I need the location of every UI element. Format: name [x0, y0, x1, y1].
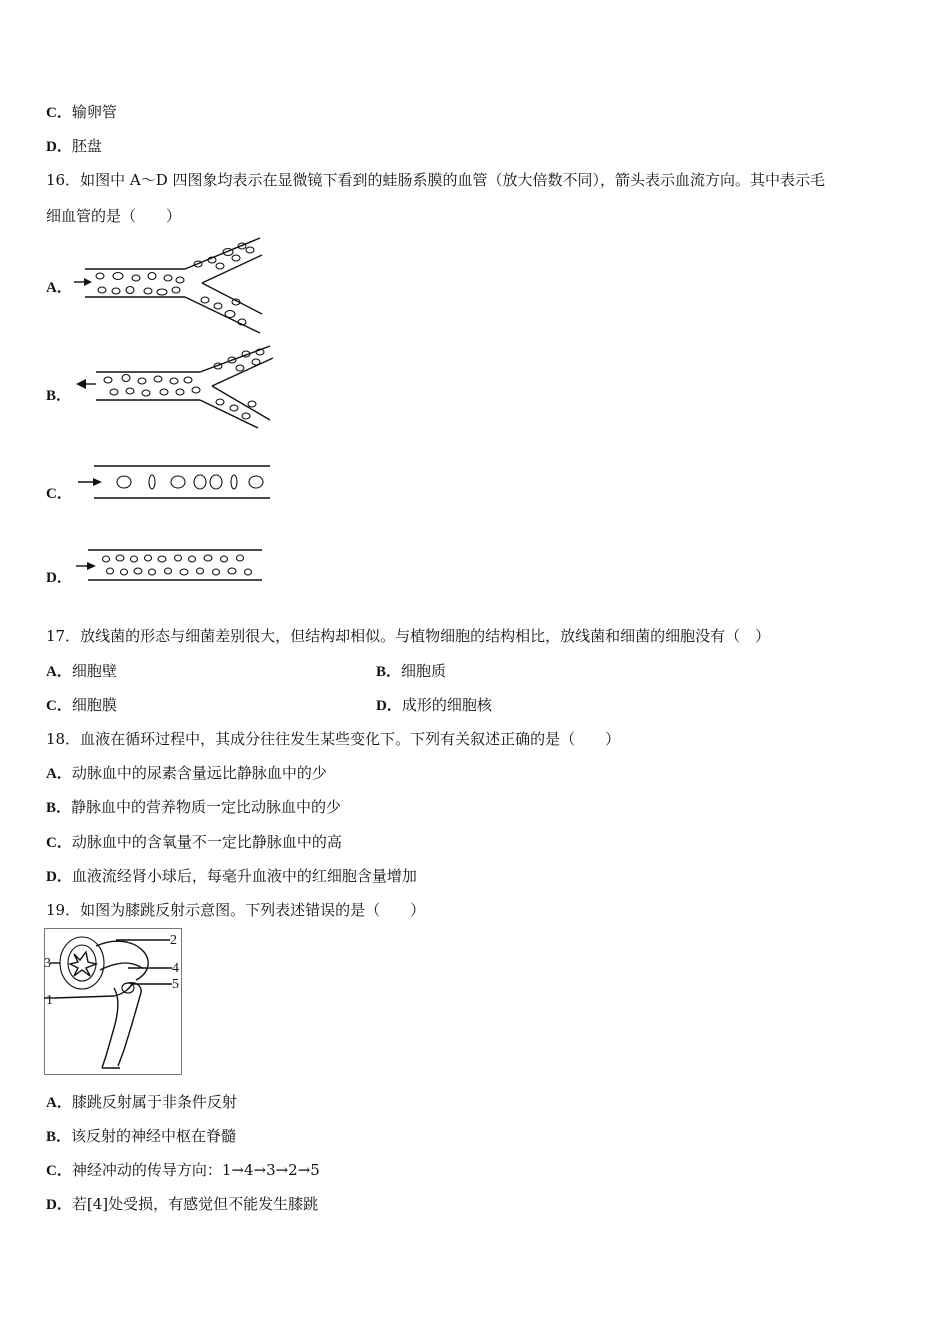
option-text: 血液流经肾小球后，每毫升血液中的红细胞含量增加: [71, 867, 417, 885]
option-label: A．: [46, 766, 72, 782]
q16-option-a-label[interactable]: A．: [46, 280, 72, 296]
q19-option-b[interactable]: [46, 1126, 236, 1147]
q16-stem-line2: 细血管的是（ ）: [46, 207, 182, 225]
option-text: 该反射的神经中枢在脊髓: [71, 1127, 237, 1145]
option-label: B．: [46, 1129, 72, 1145]
option-text: 细胞质: [401, 662, 447, 680]
q17-option-a[interactable]: [46, 661, 117, 682]
q17-stem: 17．放线菌的形态与细菌差别很大，但结构却相似。与植物细胞的结构相比，放线菌和细菌的细胞没有（ ）: [46, 627, 771, 645]
q17-option-b[interactable]: [376, 661, 446, 682]
q16-stem-line1: 16．如图中 A～D 四图象均表示在显微镜下看到的蛙肠系膜的血管（放大倍数不同），箭头表示血流方向。其中表示毛: [46, 171, 825, 189]
option-text: 动脉血中的含氧量不一定比静脉血中的高: [71, 833, 342, 851]
option-label: D．: [46, 1197, 72, 1213]
q16-option-d-label[interactable]: D．: [46, 570, 72, 586]
option-text: 静脉血中的营养物质一定比动脉血中的少: [71, 798, 342, 816]
option-label: B．: [376, 664, 402, 680]
label-1: 1: [46, 993, 53, 1008]
q18-option-a[interactable]: [46, 763, 327, 784]
q19-option-c[interactable]: [46, 1160, 320, 1181]
vessel-figure-d: [70, 546, 270, 586]
q19-stem: 19．如图为膝跳反射示意图。下列表述错误的是（ ）: [46, 901, 426, 919]
option-text: 成形的细胞核: [401, 696, 492, 714]
option-text: 胚盘: [71, 137, 102, 155]
option-label: C．: [46, 105, 72, 121]
label-3: 3: [44, 956, 51, 971]
option-text: 膝跳反射属于非条件反射: [71, 1093, 237, 1111]
knee-jerk-reflex-diagram: [44, 928, 184, 1076]
q15-option-c[interactable]: [46, 102, 117, 123]
option-label: B．: [46, 800, 72, 816]
option-label: A．: [46, 1095, 72, 1111]
q18-option-b[interactable]: [46, 797, 341, 818]
q18-option-d[interactable]: [46, 866, 417, 887]
option-text: 细胞壁: [71, 662, 117, 680]
option-label: C．: [46, 698, 72, 714]
option-label: C．: [46, 835, 72, 851]
option-label: D．: [46, 139, 72, 155]
q17-option-c[interactable]: [46, 695, 117, 716]
option-text: 神经冲动的传导方向：1→4→3→2→5: [71, 1161, 320, 1179]
q19-option-d[interactable]: [46, 1194, 318, 1215]
vessel-figure-c: [70, 460, 280, 504]
vessel-figure-a: [70, 236, 270, 336]
option-text: 动脉血中的尿素含量远比静脉血中的少: [71, 764, 327, 782]
option-text: 输卵管: [71, 103, 117, 121]
option-label: A．: [46, 664, 72, 680]
option-label: D．: [376, 698, 402, 714]
option-text: 若[4]处受损，有感觉但不能发生膝跳: [71, 1195, 319, 1213]
q18-option-c[interactable]: [46, 832, 342, 853]
q15-option-d[interactable]: [46, 136, 102, 157]
q16-option-b-label[interactable]: B．: [46, 388, 72, 404]
q16-option-c-label[interactable]: C．: [46, 486, 72, 502]
option-label: D．: [46, 869, 72, 885]
q19-option-a[interactable]: [46, 1092, 237, 1113]
option-label: C．: [46, 1163, 72, 1179]
q18-stem: 18．血液在循环过程中，其成分往往发生某些变化下。下列有关叙述正确的是（ ）: [46, 730, 621, 748]
option-text: 细胞膜: [71, 696, 117, 714]
label-4: 4: [172, 961, 179, 976]
vessel-figure-b: [70, 344, 280, 434]
label-5: 5: [172, 977, 179, 992]
q17-option-d[interactable]: [376, 695, 492, 716]
label-2: 2: [170, 933, 177, 948]
